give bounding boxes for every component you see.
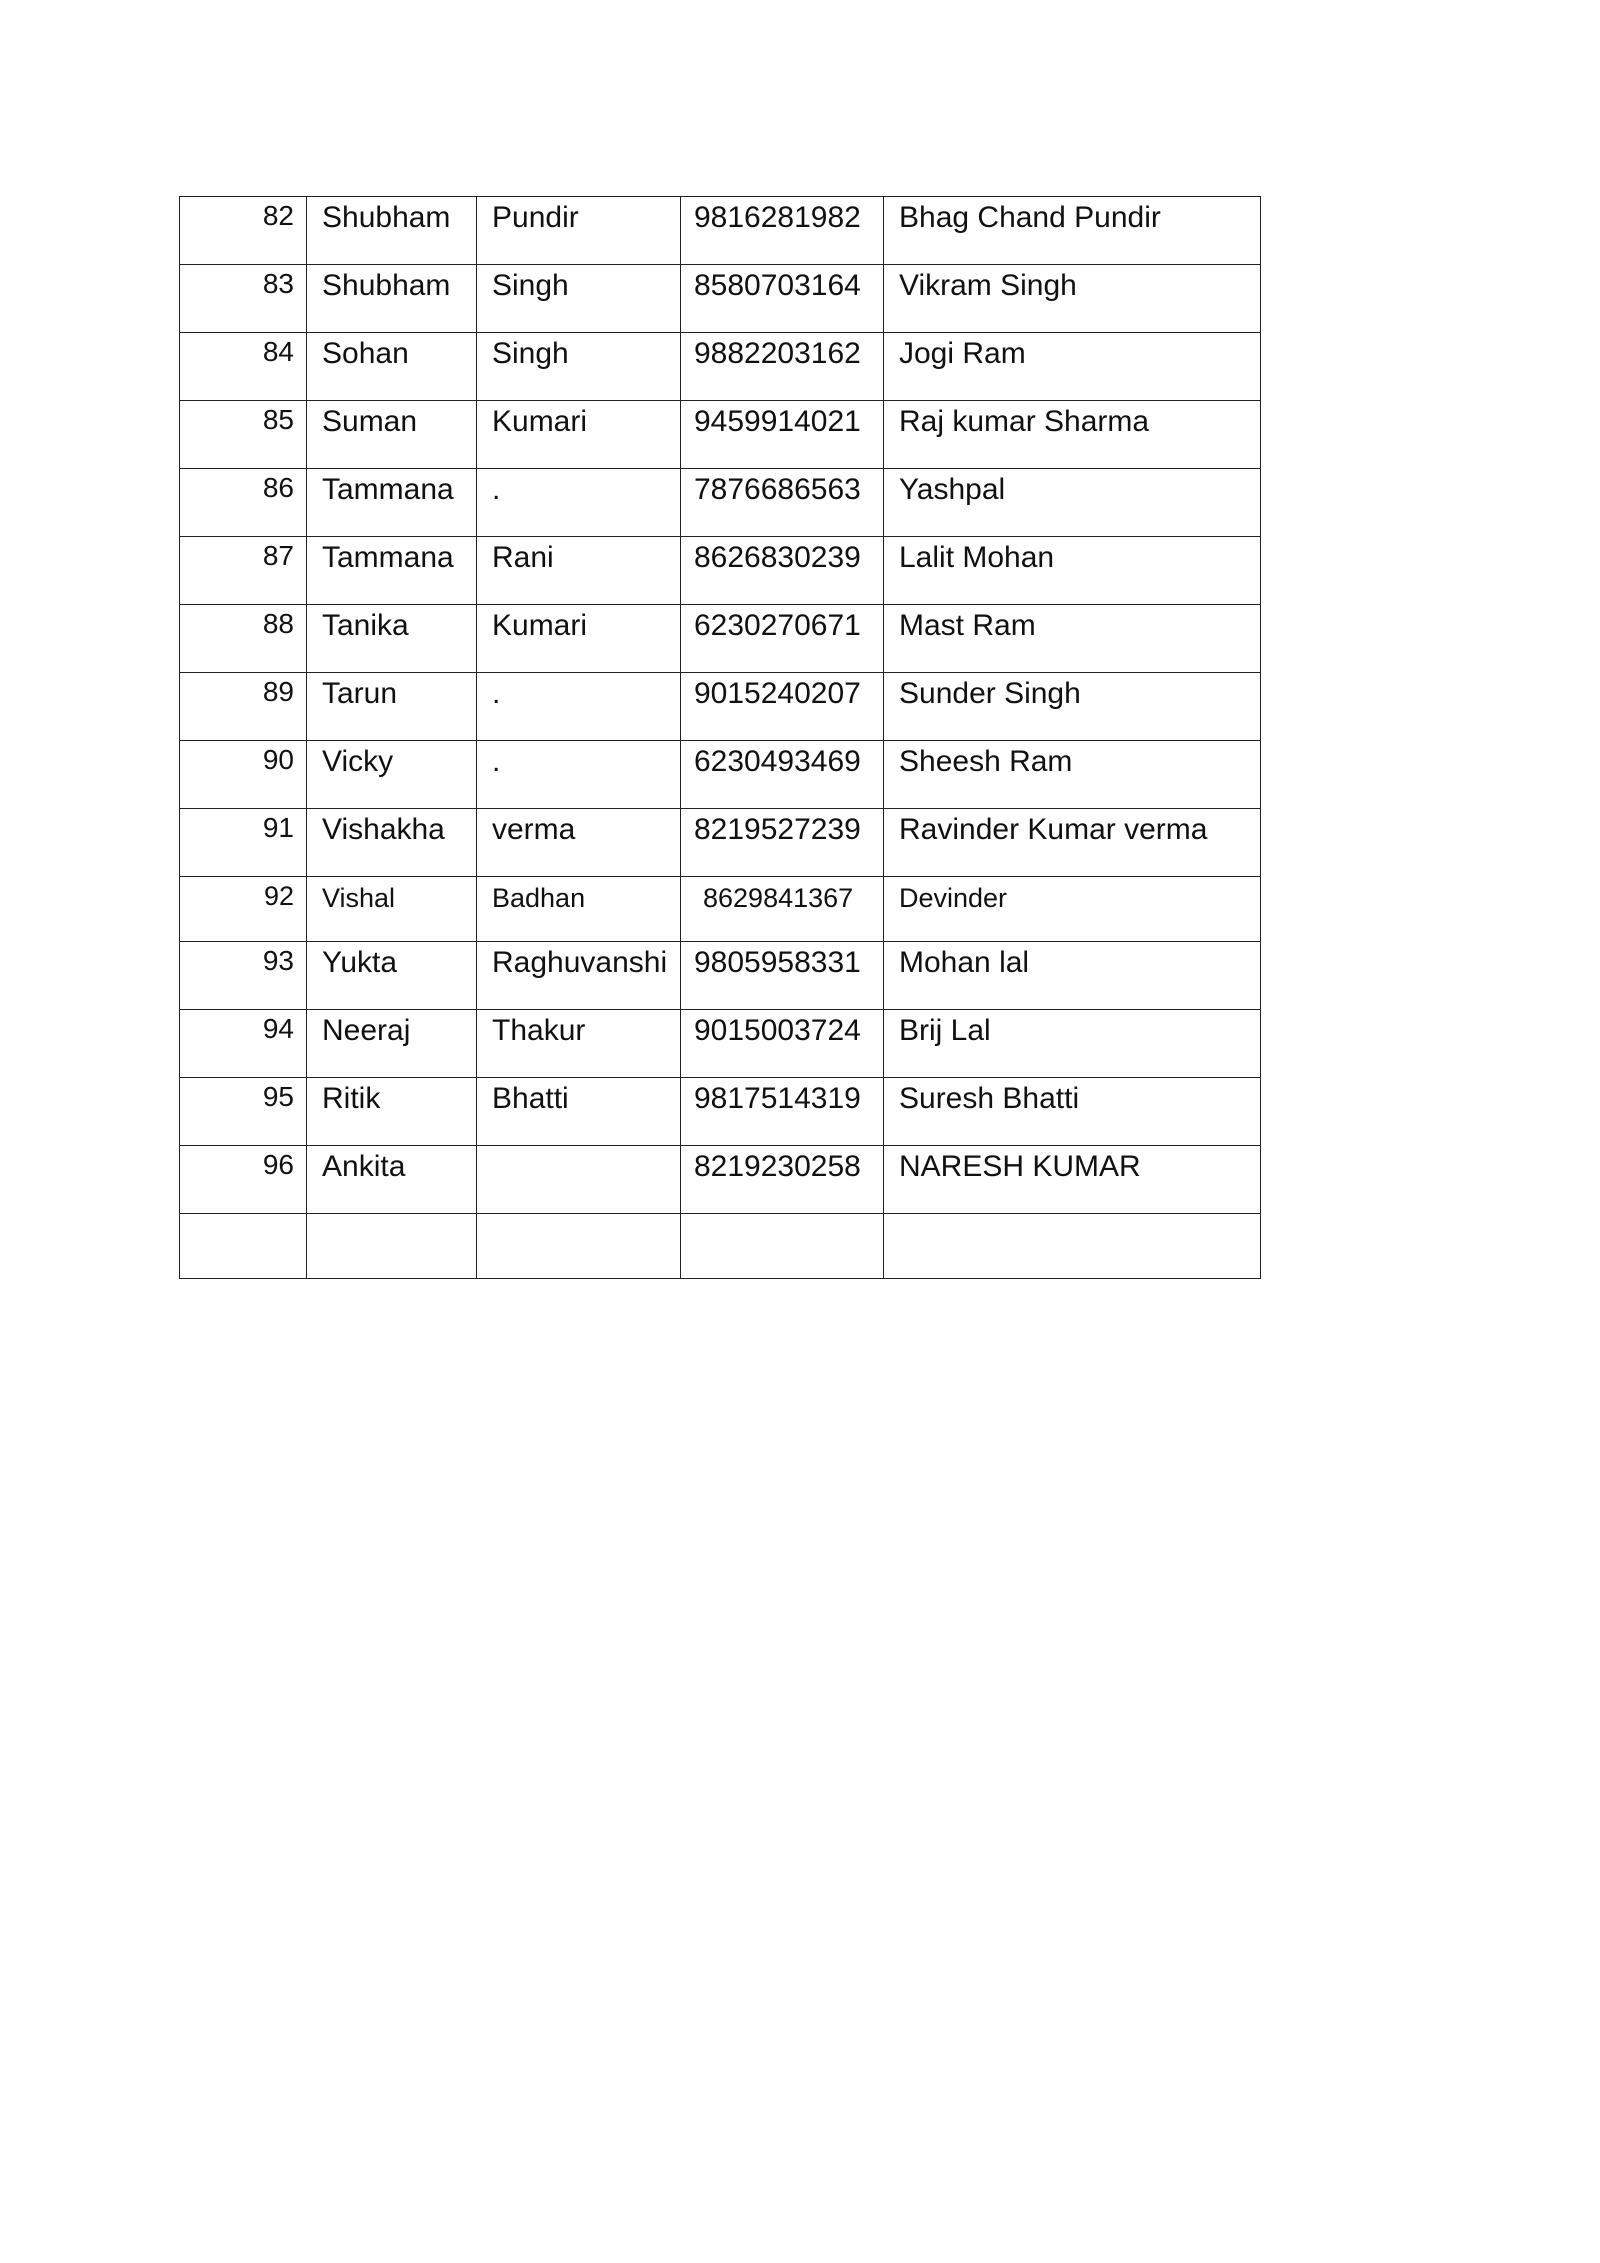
guardian-name-cell xyxy=(884,1214,1261,1279)
first-name-cell: Shubham xyxy=(307,265,477,333)
table-row xyxy=(180,605,1261,673)
serial-number-cell: 89 xyxy=(180,673,307,741)
last-name-cell: . xyxy=(477,673,681,741)
last-name-cell: Kumari xyxy=(477,605,681,673)
last-name-cell: Pundir xyxy=(477,197,681,265)
serial-number-cell: 96 xyxy=(180,1146,307,1214)
last-name-cell: verma xyxy=(477,809,681,877)
guardian-name-cell: Raj kumar Sharma xyxy=(884,401,1261,469)
guardian-name-cell: Brij Lal xyxy=(884,1010,1261,1078)
guardian-name-cell: Lalit Mohan xyxy=(884,537,1261,605)
last-name-cell xyxy=(477,1214,681,1279)
serial-number-cell: 93 xyxy=(180,942,307,1010)
last-name-cell: Bhatti xyxy=(477,1078,681,1146)
first-name-cell: Tarun xyxy=(307,673,477,741)
table-row xyxy=(180,469,1261,537)
table-row xyxy=(180,265,1261,333)
guardian-name-cell: Yashpal xyxy=(884,469,1261,537)
first-name-cell: Ankita xyxy=(307,1146,477,1214)
guardian-name-cell: Sheesh Ram xyxy=(884,741,1261,809)
first-name-cell: Tanika xyxy=(307,605,477,673)
first-name-cell: Tammana xyxy=(307,537,477,605)
serial-number-cell: 82 xyxy=(180,197,307,265)
first-name-cell: Vicky xyxy=(307,741,477,809)
student-roster-table xyxy=(179,196,1261,1279)
last-name-cell: Badhan xyxy=(477,877,681,942)
table-row xyxy=(180,877,1261,942)
last-name-cell: Singh xyxy=(477,333,681,401)
table-row xyxy=(180,673,1261,741)
last-name-cell: Thakur xyxy=(477,1010,681,1078)
table-row xyxy=(180,1146,1261,1214)
serial-number-cell: 94 xyxy=(180,1010,307,1078)
serial-number-cell: 90 xyxy=(180,741,307,809)
phone-number-cell: 9882203162 xyxy=(681,333,884,401)
serial-number-cell: 91 xyxy=(180,809,307,877)
roster-table-body xyxy=(180,197,1261,1279)
serial-number-cell: 95 xyxy=(180,1078,307,1146)
serial-number-cell: 87 xyxy=(180,537,307,605)
guardian-name-cell: NARESH KUMAR xyxy=(884,1146,1261,1214)
guardian-name-cell: Bhag Chand Pundir xyxy=(884,197,1261,265)
table-row xyxy=(180,942,1261,1010)
guardian-name-cell: Mast Ram xyxy=(884,605,1261,673)
phone-number-cell: 9816281982 xyxy=(681,197,884,265)
guardian-name-cell: Jogi Ram xyxy=(884,333,1261,401)
table-row xyxy=(180,1010,1261,1078)
last-name-cell: Raghuvanshi xyxy=(477,942,681,1010)
last-name-cell: Singh xyxy=(477,265,681,333)
first-name-cell: Tammana xyxy=(307,469,477,537)
serial-number-cell: 85 xyxy=(180,401,307,469)
first-name-cell: Vishakha xyxy=(307,809,477,877)
table-row xyxy=(180,809,1261,877)
last-name-cell: . xyxy=(477,469,681,537)
first-name-cell: Neeraj xyxy=(307,1010,477,1078)
serial-number-cell: 83 xyxy=(180,265,307,333)
table-row xyxy=(180,1078,1261,1146)
serial-number-cell: 84 xyxy=(180,333,307,401)
table-row xyxy=(180,333,1261,401)
guardian-name-cell: Sunder Singh xyxy=(884,673,1261,741)
first-name-cell: Suman xyxy=(307,401,477,469)
guardian-name-cell: Vikram Singh xyxy=(884,265,1261,333)
phone-number-cell xyxy=(681,1214,884,1279)
phone-number-cell: 8580703164 xyxy=(681,265,884,333)
table-row xyxy=(180,1214,1261,1279)
serial-number-cell xyxy=(180,1214,307,1279)
guardian-name-cell: Suresh Bhatti xyxy=(884,1078,1261,1146)
last-name-cell: . xyxy=(477,741,681,809)
phone-number-cell: 6230493469 xyxy=(681,741,884,809)
first-name-cell: Sohan xyxy=(307,333,477,401)
phone-number-cell: 9015240207 xyxy=(681,673,884,741)
first-name-cell xyxy=(307,1214,477,1279)
table-row xyxy=(180,537,1261,605)
first-name-cell: Shubham xyxy=(307,197,477,265)
phone-number-cell: 7876686563 xyxy=(681,469,884,537)
table-row xyxy=(180,401,1261,469)
first-name-cell: Yukta xyxy=(307,942,477,1010)
last-name-cell: Rani xyxy=(477,537,681,605)
last-name-cell xyxy=(477,1146,681,1214)
serial-number-cell: 92 xyxy=(180,877,307,942)
phone-number-cell: 8219527239 xyxy=(681,809,884,877)
guardian-name-cell: Mohan lal xyxy=(884,942,1261,1010)
last-name-cell: Kumari xyxy=(477,401,681,469)
table-row xyxy=(180,741,1261,809)
table-row xyxy=(180,197,1261,265)
phone-number-cell: 9459914021 xyxy=(681,401,884,469)
phone-number-cell: 9817514319 xyxy=(681,1078,884,1146)
phone-number-cell: 9805958331 xyxy=(681,942,884,1010)
serial-number-cell: 86 xyxy=(180,469,307,537)
phone-number-cell: 9015003724 xyxy=(681,1010,884,1078)
first-name-cell: Ritik xyxy=(307,1078,477,1146)
phone-number-cell: 8626830239 xyxy=(681,537,884,605)
phone-number-cell: 8629841367 xyxy=(681,877,884,942)
phone-number-cell: 8219230258 xyxy=(681,1146,884,1214)
first-name-cell: Vishal xyxy=(307,877,477,942)
guardian-name-cell: Ravinder Kumar verma xyxy=(884,809,1261,877)
phone-number-cell: 6230270671 xyxy=(681,605,884,673)
guardian-name-cell: Devinder xyxy=(884,877,1261,942)
serial-number-cell: 88 xyxy=(180,605,307,673)
